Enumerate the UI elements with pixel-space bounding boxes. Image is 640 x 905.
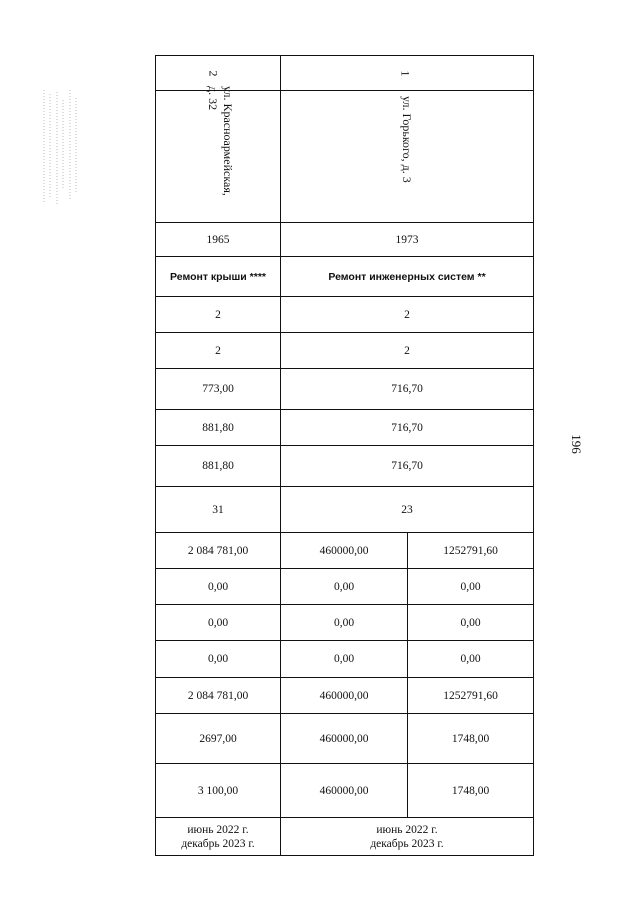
- work-type-col-2: Ремонт крыши ****: [170, 270, 266, 283]
- row-b-col-2: 2: [215, 344, 221, 357]
- dates-col-1: июнь 2022 г. декабрь 2023 г.: [370, 823, 444, 850]
- split-row-5-col-1a: 460000,00: [319, 689, 369, 702]
- dates-col-2: июнь 2022 г. декабрь 2023 г.: [181, 823, 255, 850]
- split-row-6-col-1a: 460000,00: [319, 732, 369, 745]
- row-c-col-2: 773,00: [202, 383, 234, 395]
- split-row-4-col-1a: 0,00: [333, 653, 355, 665]
- split-row-6-col-1b: 1748,00: [451, 732, 490, 745]
- row-e-col-2: 881,80: [202, 460, 234, 472]
- split-row-1-col-2: 2 084 781,00: [187, 544, 249, 557]
- row-a-col-2: 2: [215, 308, 221, 321]
- split-row-5-col-2: 2 084 781,00: [187, 689, 249, 702]
- row-d-col-2: 881,80: [202, 421, 234, 434]
- split-row-3-col-1a: 0,00: [333, 616, 355, 629]
- split-row-4-col-1b: 0,00: [460, 653, 481, 665]
- split-row-2-col-2: 0,00: [207, 580, 229, 593]
- row-c-col-1: 716,70: [391, 383, 423, 395]
- split-row-7-col-1b: 1748,00: [451, 784, 490, 797]
- work-type-col-1: Ремонт инженерных систем **: [328, 270, 486, 283]
- split-row-3-col-1b: 0,00: [460, 616, 481, 629]
- row-e-col-1: 716,70: [391, 460, 423, 472]
- row-b-col-1: 2: [404, 344, 410, 357]
- address-gorkogo: ул. Горького, д. 3: [400, 96, 414, 183]
- row-f-col-1: 23: [401, 503, 413, 516]
- split-row-2-col-1b: 0,00: [460, 580, 481, 593]
- row-a-col-1: 2: [404, 308, 410, 321]
- year-col-1: 1973: [395, 233, 419, 246]
- column-number-1: 1: [398, 70, 413, 77]
- split-row-5-col-1b: 1252791,60: [443, 689, 498, 702]
- split-row-7-col-2: 3 100,00: [197, 784, 239, 797]
- row-d-col-1: 716,70: [391, 421, 423, 434]
- split-row-3-col-2: 0,00: [207, 616, 229, 629]
- split-row-1-col-1b: 1252791,60: [443, 544, 498, 557]
- split-row-7-col-1a: 460000,00: [319, 784, 369, 797]
- split-row-6-col-2: 2697,00: [199, 732, 237, 745]
- split-row-2-col-1a: 0,00: [333, 580, 355, 593]
- scan-artifact: [40, 90, 80, 205]
- address-krasnoarmeyskaya: ул. Красноармейская, д. 32: [206, 86, 235, 196]
- year-col-2: 1965: [206, 233, 230, 246]
- row-f-col-2: 31: [212, 503, 224, 516]
- split-row-1-col-1a: 460000,00: [319, 544, 369, 557]
- split-row-4-col-2: 0,00: [207, 653, 229, 665]
- page-number: 196: [568, 434, 584, 454]
- column-number-2: 2: [206, 70, 221, 77]
